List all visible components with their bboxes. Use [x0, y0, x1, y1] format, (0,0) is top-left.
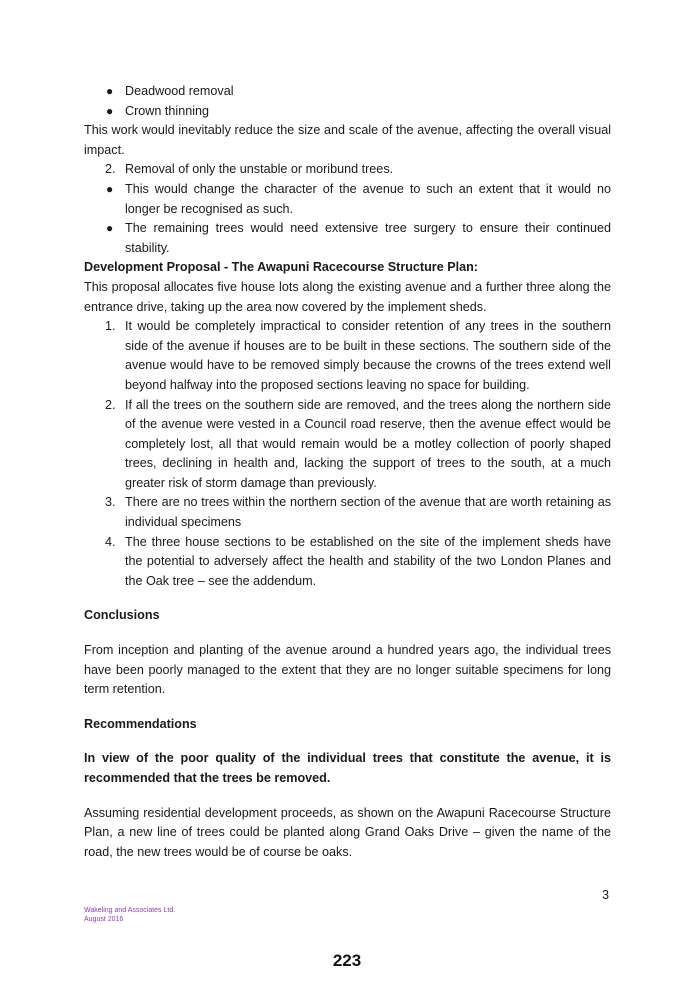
item-text: The three house sections to be established on the site of the implement sheds have the potential to adversely affect the health and stability of the two London Planes and the Oak tree – see the addendum. — [125, 534, 611, 588]
spacer — [84, 700, 611, 715]
item-number: 2. — [105, 397, 116, 412]
heading-conclusions: Conclusions — [84, 608, 160, 623]
spacer — [84, 789, 611, 804]
numbered-item — [84, 317, 611, 395]
paragraph-development: This proposal allocates five house lots along the existing avenue and a further three along the entrance drive, taking up the area now covered by the implement sheds. — [84, 279, 611, 314]
bullet-item — [84, 219, 611, 258]
item-number: 4. — [105, 534, 116, 549]
bullet-marker: ● — [106, 181, 114, 196]
item-text: Removal of only the unstable or moribund trees. — [125, 162, 394, 177]
spacer — [84, 591, 611, 606]
spacer — [84, 626, 611, 641]
bullet-marker: ● — [106, 221, 114, 236]
bullet-item — [84, 82, 611, 102]
paragraph-final: Assuming residential development proceeds, as shown on the Awapuni Racecourse Structure Plan, a new line of trees could be planted along Grand Oaks Drive – given the name of the road, the new trees would be of course be oaks. — [84, 805, 611, 859]
bullet-marker: ● — [106, 103, 114, 118]
page-number: 3 — [602, 888, 610, 902]
paragraph-reduce: This work would inevitably reduce the size and scale of the avenue, affecting the overall visual impact. — [84, 123, 611, 157]
document-body — [84, 82, 611, 862]
item-number: 3. — [105, 495, 116, 510]
bullet-item — [84, 180, 611, 219]
stamp-page-number: 223 — [332, 951, 362, 970]
bullet-text: Deadwood removal — [125, 84, 234, 98]
item-text: If all the trees on the southern side are removed, and the trees along the northern side of the avenue were vested in a Council road reserve, then the avenue effect would be completely lost, all that would remain would be a motley collection of poorly shaped trees, declining in health and, lacking the support of trees to the south, at a much greater risk of storm damage than previously. — [125, 397, 611, 490]
bullet-text: This would change the character of the avenue to such an extent that it would no longer be recognised as such. — [125, 181, 611, 216]
bullet-marker: ● — [106, 84, 114, 98]
spacer — [84, 734, 611, 749]
footer-company: Wakeling and Associates Ltd. — [84, 907, 176, 914]
bullet-text: The remaining trees would need extensive tree surgery to ensure their continued stability. — [125, 221, 611, 255]
bullet-item — [84, 102, 611, 122]
paragraph-recommendation: In view of the poor quality of the individual trees that constitute the avenue, it is recommended that the trees be removed. — [84, 751, 611, 785]
numbered-item — [84, 396, 611, 494]
footer — [84, 906, 175, 924]
heading-recommendations: Recommendations — [84, 716, 197, 731]
numbered-item — [84, 493, 611, 532]
item-number: 1. — [105, 319, 116, 334]
footer-date: August 2016 — [84, 916, 124, 923]
paragraph-conclusions: From inception and planting of the avenue around a hundred years ago, the individual trees have been poorly managed to the extent that they are no longer suitable specimens for long term retention. — [84, 643, 611, 697]
item-text: There are no trees within the northern section of the avenue that are worth retaining as individual specimens — [125, 495, 611, 530]
heading-development-proposal: Development Proposal - The Awapuni Racecourse Structure Plan: — [84, 260, 478, 275]
numbered-item — [84, 533, 611, 592]
item-number: 2. — [105, 162, 116, 177]
bullet-text: Crown thinning — [125, 103, 210, 118]
numbered-item — [84, 160, 611, 180]
item-text: It would be completely impractical to consider retention of any trees in the southern side of the avenue if houses are to be built in these sections. The southern side of the avenue would have to be removed simply because the crowns of the trees extend well beyond halfway into the proposed sections leaving no space for building. — [125, 319, 611, 392]
